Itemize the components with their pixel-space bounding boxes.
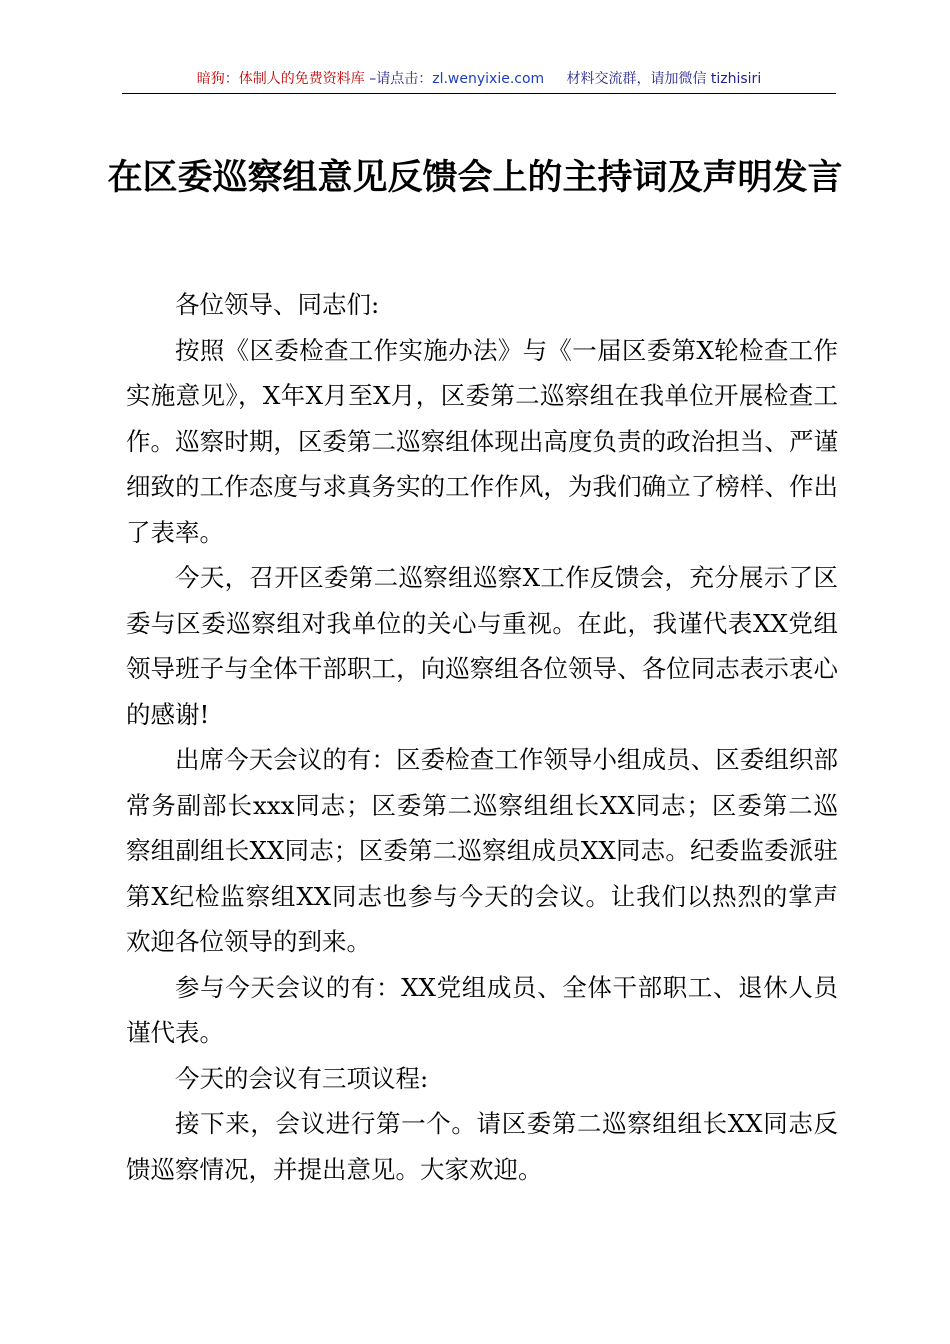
paragraph: 出席今天会议的有：区委检查工作领导小组成员、区委组织部常务副部长xxx同志；区委第二巡察组组长XX同志；区委第二巡察组副组长XX同志；区委第二巡察组成员XX同志。纪委监委派驻第X纪检监察组XX同志也参与今天的会议。让我们以热烈的掌声欢迎各位领导的到来。: [126, 745, 838, 956]
header-click-label: –请点击：: [364, 71, 433, 87]
header-brand: 暗狗：体制人的免费资料库: [196, 71, 365, 87]
paragraph-salutation: 各位领导、同志们:: [175, 290, 380, 319]
header-divider: [122, 93, 836, 94]
paragraph: 今天，召开区委第二巡察组巡察X工作反馈会，充分展示了区委与区委巡察组对我单位的关心与重视。在此，我谨代表XX党组领导班子与全体干部职工，向巡察组各位领导、各位同志表示衷心的感谢!: [126, 563, 838, 729]
paragraph: 参与今天会议的有：XX党组成员、全体干部职工、退休人员谨代表。: [126, 972, 838, 1047]
page-header: [122, 68, 836, 90]
header-group-note: 材料交流群，请加微信 tizhisiri: [544, 71, 762, 87]
paragraph: 今天的会议有三项议程:: [175, 1063, 429, 1093]
paragraph: 接下来，会议进行第一个。请区委第二巡察组组长XX同志反馈巡察情况，并提出意见。大家欢迎。: [126, 1109, 838, 1184]
document-body: [126, 282, 838, 1192]
header-url-link[interactable]: zl.wenyixie.com: [432, 71, 545, 87]
paragraph: 按照《区委检查工作实施办法》与《一届区委第X轮检查工作实施意见》，X年X月至X月，区委第二巡察组在我单位开展检查工作。巡察时期，区委第二巡察组体现出高度负责的政治担当、严谨细致的工作态度与求真务实的工作作风，为我们确立了榜样、作出了表率。: [126, 335, 838, 547]
document-title: 在区委巡察组意见反馈会上的主持词及声明发言: [107, 157, 843, 198]
